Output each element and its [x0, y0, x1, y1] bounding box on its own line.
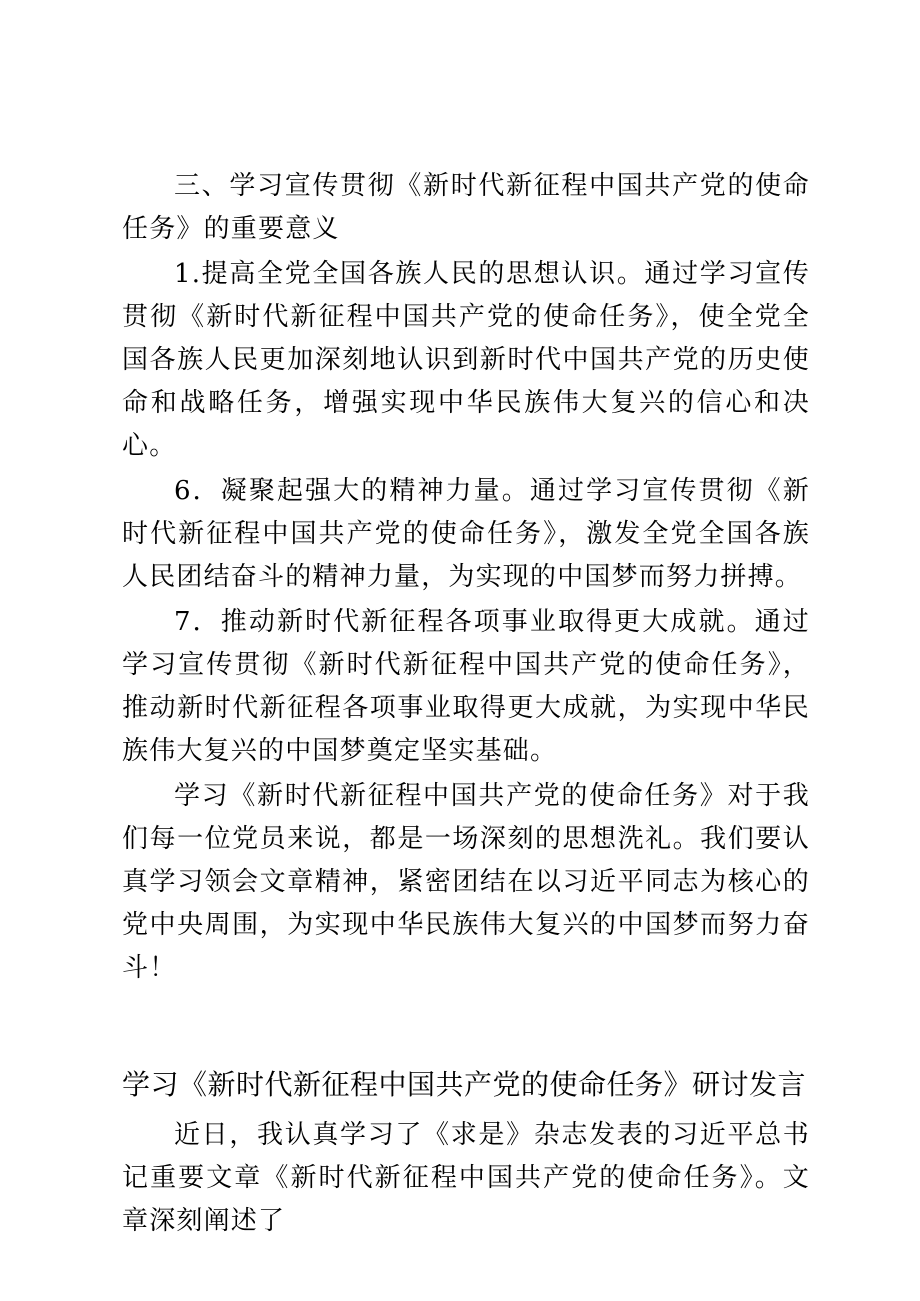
paragraph-item-6: 6．凝聚起强大的精神力量。通过学习宣传贯彻《新时代新征程中国共产党的使命任务》，激发全党全国各族人民团结奋斗的精神力量，为实现的中国梦而努力拼搏。	[122, 476, 810, 592]
section-heading: 三、学习宣传贯彻《新时代新征程中国共产党的使命任务》的重要意义	[122, 171, 810, 244]
paragraph-item-1: 1.提高全党全国各族人民的思想认识。通过学习宣传贯彻《新时代新征程中国共产党的使命任务》，使全党全国各族人民更加深刻地认识到新时代中国共产党的历史使命和战略任务，增强实现中华民族伟大复兴的信心和决心。	[122, 259, 810, 461]
document-body	[122, 165, 810, 1245]
article-title: 学习《新时代新征程中国共产党的使命任务》研讨发言	[122, 1068, 807, 1101]
closing-paragraph: 学习《新时代新征程中国共产党的使命任务》对于我们每一位党员来说，都是一场深刻的思想洗礼。我们要认真学习领会文章精神，紧密团结在以习近平同志为核心的党中央周围，为实现中华民族伟大复兴的中国梦而努力奋斗！	[122, 781, 810, 983]
article-intro-paragraph: 近日，我认真学习了《求是》杂志发表的习近平总书记重要文章《新时代新征程中国共产党的使命任务》。文章深刻阐述了	[122, 1120, 810, 1236]
paragraph-item-7: 7．推动新时代新征程各项事业取得更大成就。通过学习宣传贯彻《新时代新征程中国共产党的使命任务》，推动新时代新征程各项事业取得更大成就，为实现中华民族伟大复兴的中国梦奠定坚实基础。	[122, 607, 810, 766]
